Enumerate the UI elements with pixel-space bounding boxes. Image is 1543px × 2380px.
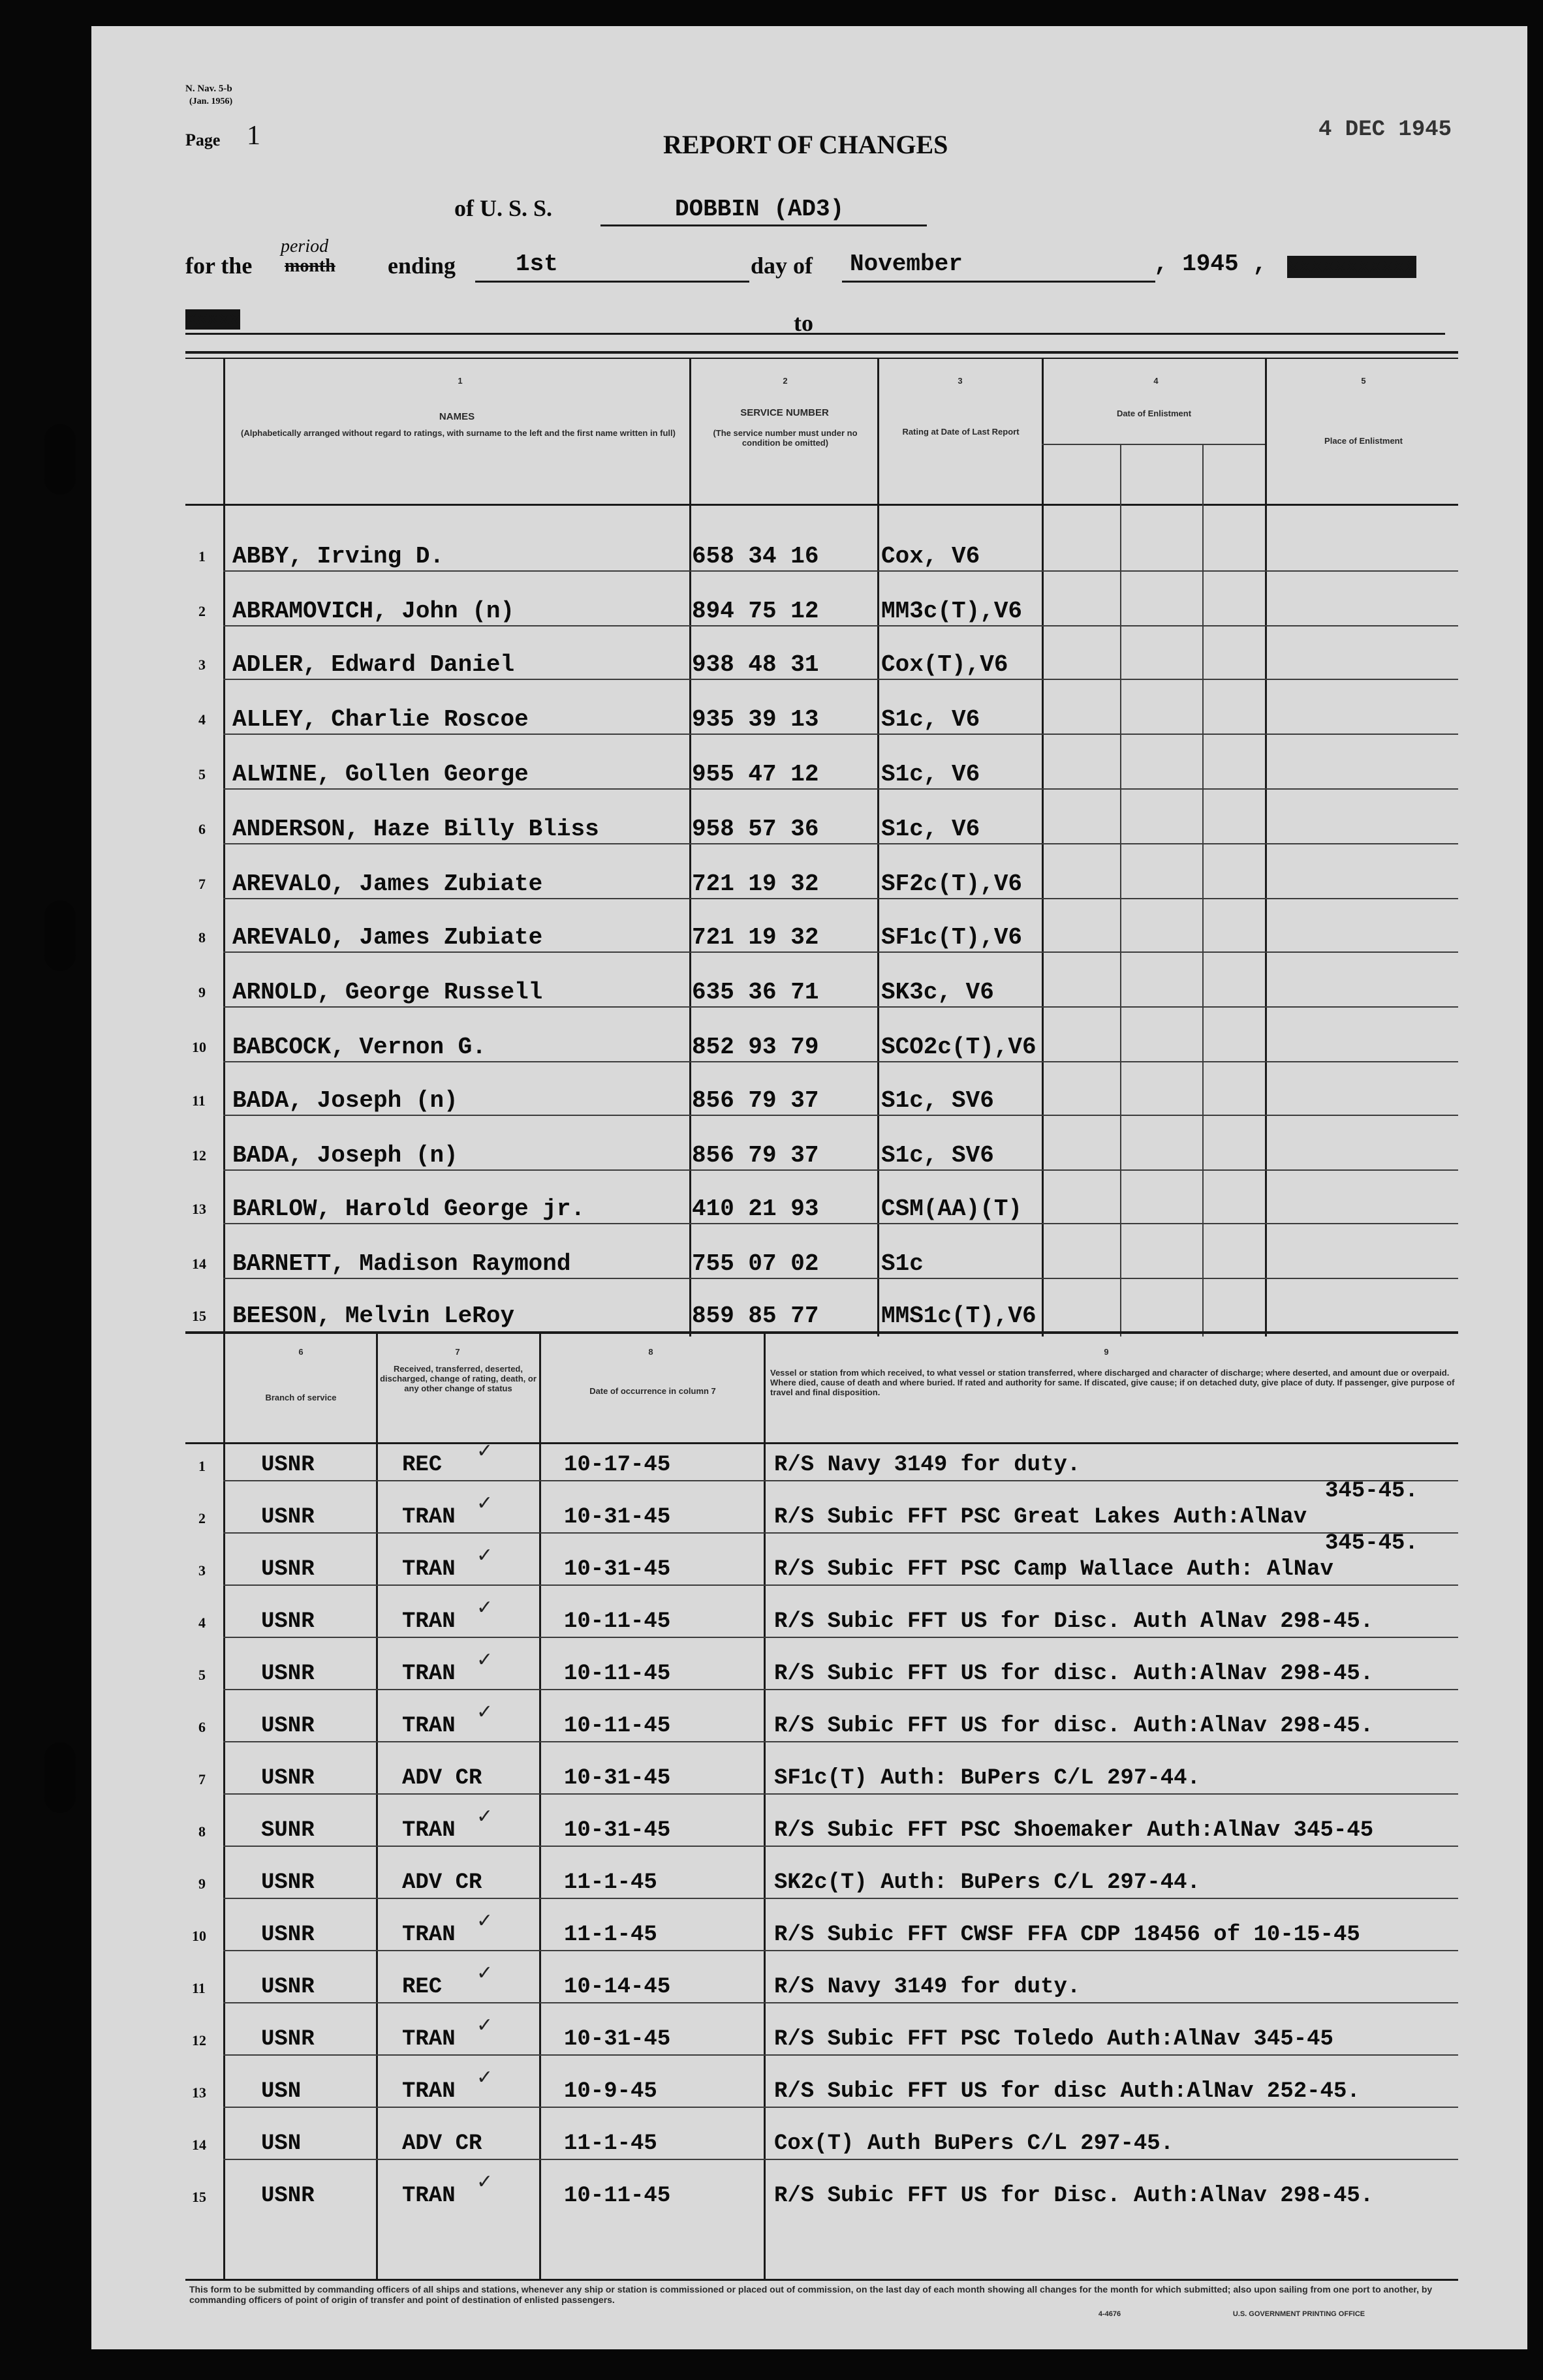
branch-cell: USN bbox=[261, 2079, 302, 2104]
col-7-number: 7 bbox=[455, 1347, 460, 1357]
occurrence-date-cell: 10-14-45 bbox=[564, 1975, 671, 2000]
check-mark-icon: ✓ bbox=[476, 1701, 493, 1723]
row-rule bbox=[223, 1006, 1458, 1008]
row-rule bbox=[223, 1169, 1458, 1171]
service-number-cell: 658 34 16 bbox=[692, 543, 819, 570]
name-cell: ALWINE, Gollen George bbox=[232, 761, 529, 788]
row-number: 11 bbox=[192, 1980, 206, 1996]
occurrence-date-cell: 10-11-45 bbox=[564, 2184, 671, 2208]
year-value: , 1945 , bbox=[1154, 251, 1267, 277]
row-number: 2 bbox=[198, 1510, 206, 1526]
row-number: 7 bbox=[198, 1771, 206, 1787]
row-rule bbox=[223, 570, 1458, 572]
service-number-cell: 935 39 13 bbox=[692, 706, 819, 733]
row-rule bbox=[223, 1793, 1458, 1795]
occurrence-date-cell: 11-1-45 bbox=[564, 1923, 657, 1947]
ship-name: DOBBIN (AD3) bbox=[675, 196, 845, 223]
remarks-cell: R/S Subic FFT US for Disc. Auth AlNav 298-45. bbox=[774, 1609, 1374, 1634]
col-header-change: Received, transferred, deserted, discharged, change of rating, death, or any other change of status bbox=[380, 1364, 537, 1393]
lower-table-bottom-border bbox=[185, 2279, 1458, 2281]
remarks-cell: R/S Subic FFT CWSF FFA CDP 18456 of 10-15-45 bbox=[774, 1923, 1360, 1947]
row-number: 9 bbox=[198, 1876, 206, 1892]
col-6-number: 6 bbox=[298, 1347, 304, 1357]
col-header-enlist-date: Date of Enlistment bbox=[1116, 409, 1192, 418]
change-cell: ADV CR bbox=[402, 1870, 482, 1895]
header-bottom-rule bbox=[185, 504, 1458, 506]
rating-cell: MMS1c(T),V6 bbox=[881, 1303, 1036, 1329]
remarks-cell: R/S Subic FFT US for Disc. Auth:AlNav 298-45. bbox=[774, 2184, 1374, 2208]
check-mark-icon: ✓ bbox=[476, 1909, 493, 1932]
struck-from: xxxxx bbox=[185, 309, 241, 330]
row-number-rule bbox=[223, 1334, 225, 2280]
month-struck: month bbox=[285, 256, 335, 276]
struck-text: xxxxxxxxxxx bbox=[1287, 256, 1417, 278]
occurrence-date-cell: 10-31-45 bbox=[564, 1505, 671, 1530]
occurrence-date-cell: 10-17-45 bbox=[564, 1453, 671, 1477]
service-number-cell: 894 75 12 bbox=[692, 598, 819, 625]
row-number: 5 bbox=[198, 766, 206, 782]
row-number: 4 bbox=[198, 1615, 206, 1631]
check-mark-icon: ✓ bbox=[476, 2171, 493, 2193]
service-number-cell: 955 47 12 bbox=[692, 761, 819, 788]
enlist-subrule bbox=[1202, 444, 1204, 1337]
occurrence-date-cell: 10-11-45 bbox=[564, 1661, 671, 1686]
remarks-cell: Cox(T) Auth BuPers C/L 297-45. bbox=[774, 2131, 1174, 2156]
col-rule bbox=[877, 358, 879, 1337]
row-number: 6 bbox=[198, 821, 206, 837]
col-rule bbox=[1042, 358, 1044, 1337]
check-mark-icon: ✓ bbox=[476, 1962, 493, 1985]
footer-printer: U.S. GOVERNMENT PRINTING OFFICE bbox=[1232, 2310, 1365, 2318]
row-rule bbox=[223, 1584, 1458, 1586]
row-rule bbox=[223, 1480, 1458, 1481]
col-header-branch: Branch of service bbox=[265, 1393, 337, 1402]
row-rule bbox=[223, 1950, 1458, 1951]
check-mark-icon: ✓ bbox=[476, 1440, 493, 1462]
remarks-cell: SF1c(T) Auth: BuPers C/L 297-44. bbox=[774, 1766, 1200, 1791]
name-cell: ALLEY, Charlie Roscoe bbox=[232, 706, 529, 733]
row-number: 13 bbox=[192, 1201, 206, 1217]
change-cell: TRAN bbox=[402, 1661, 456, 1686]
col-rule bbox=[539, 1334, 541, 2280]
rating-cell: S1c, V6 bbox=[881, 706, 980, 733]
row-number: 11 bbox=[192, 1092, 206, 1109]
name-cell: BADA, Joseph (n) bbox=[232, 1087, 458, 1114]
remarks-cell: R/S Subic FFT US for disc. Auth:AlNav 298-45. bbox=[774, 1714, 1374, 1739]
rating-cell: SK3c, V6 bbox=[881, 979, 994, 1006]
day-of-label: day of bbox=[751, 253, 813, 279]
row-rule bbox=[223, 625, 1458, 626]
name-cell: BARNETT, Madison Raymond bbox=[232, 1250, 571, 1277]
branch-cell: USNR bbox=[261, 1661, 315, 1686]
service-number-cell: 635 36 71 bbox=[692, 979, 819, 1006]
rating-cell: SCO2c(T),V6 bbox=[881, 1034, 1036, 1060]
remarks-cell: R/S Subic FFT US for disc Auth:AlNav 252-45. bbox=[774, 2079, 1360, 2104]
of-uss-label: of U. S. S. bbox=[454, 195, 553, 221]
service-number-cell: 410 21 93 bbox=[692, 1196, 819, 1222]
row-rule bbox=[223, 1898, 1458, 1899]
change-cell: TRAN bbox=[402, 1609, 456, 1634]
col-header-service-note: (The service number must under no condition be omitted) bbox=[713, 428, 858, 448]
row-number: 4 bbox=[198, 711, 206, 728]
col-2-number: 2 bbox=[783, 376, 788, 386]
col-8-number: 8 bbox=[648, 1347, 653, 1357]
row-number: 5 bbox=[198, 1667, 206, 1683]
branch-cell: USNR bbox=[261, 1766, 315, 1791]
col-header-rating: Rating at Date of Last Report bbox=[902, 427, 1020, 437]
service-number-cell: 852 93 79 bbox=[692, 1034, 819, 1060]
row-rule bbox=[223, 1115, 1458, 1116]
rating-cell: S1c, SV6 bbox=[881, 1142, 994, 1169]
row-number: 14 bbox=[192, 1256, 206, 1272]
change-cell: TRAN bbox=[402, 2184, 456, 2208]
table-top-border bbox=[185, 351, 1458, 354]
occurrence-date-cell: 10-11-45 bbox=[564, 1609, 671, 1634]
name-cell: AREVALO, James Zubiate bbox=[232, 924, 543, 951]
branch-cell: USNR bbox=[261, 1714, 315, 1739]
row-number: 13 bbox=[192, 2084, 206, 2101]
row-number: 9 bbox=[198, 984, 206, 1000]
branch-cell: SUNR bbox=[261, 1818, 315, 1843]
branch-cell: USNR bbox=[261, 1453, 315, 1477]
branch-cell: USNR bbox=[261, 1609, 315, 1634]
rating-cell: CSM(AA)(T) bbox=[881, 1196, 1023, 1222]
row-rule bbox=[223, 1278, 1458, 1279]
row-rule bbox=[223, 843, 1458, 844]
occurrence-date-cell: 11-1-45 bbox=[564, 2131, 657, 2156]
occurrence-date-cell: 10-31-45 bbox=[564, 1766, 671, 1791]
page-number: 1 bbox=[247, 121, 260, 151]
remarks-cell: R/S Navy 3149 for duty. bbox=[774, 1453, 1081, 1477]
row-rule bbox=[223, 2107, 1458, 2108]
row-rule bbox=[223, 2054, 1458, 2056]
branch-cell: USNR bbox=[261, 2184, 315, 2208]
row-rule bbox=[223, 1846, 1458, 1847]
change-cell: REC bbox=[402, 1453, 443, 1477]
name-cell: ANDERSON, Haze Billy Bliss bbox=[232, 816, 599, 842]
col-rule bbox=[1265, 358, 1267, 1337]
col-4-number: 4 bbox=[1153, 376, 1159, 386]
service-number-cell: 755 07 02 bbox=[692, 1250, 819, 1277]
col-9-number: 9 bbox=[1104, 1347, 1109, 1357]
row-rule bbox=[223, 1741, 1458, 1742]
branch-cell: USNR bbox=[261, 1870, 315, 1895]
col-header-remarks: Vessel or station from which received, to what vessel or station transferred, where discharged and character of discharge; where deserted, and amount due or overpaid. Where died, cause of death and where buried. If rated and authority for same. If discated, give cause; if on detached duty, give place of duty. If passenger, give purpose of travel and final disposition. bbox=[770, 1368, 1455, 1397]
row-rule bbox=[223, 788, 1458, 790]
row-number: 1 bbox=[198, 548, 206, 564]
change-cell: TRAN bbox=[402, 2027, 456, 2052]
enlist-subrule bbox=[1120, 444, 1121, 1337]
col-rule bbox=[376, 1334, 378, 2280]
check-mark-icon: ✓ bbox=[476, 1648, 493, 1671]
branch-cell: USNR bbox=[261, 1505, 315, 1530]
row-rule bbox=[223, 1689, 1458, 1690]
row-rule bbox=[223, 2002, 1458, 2003]
form-edition: (Jan. 1956) bbox=[189, 97, 233, 106]
col-3-number: 3 bbox=[958, 376, 963, 386]
occurrence-date-cell: 10-31-45 bbox=[564, 1557, 671, 1582]
col-header-enlist-place: Place of Enlistment bbox=[1324, 436, 1403, 446]
remarks-cell: R/S Subic FFT PSC Camp Wallace Auth: AlNav bbox=[774, 1557, 1333, 1582]
remarks-continuation: 345-45. bbox=[1325, 1479, 1418, 1504]
col-rule bbox=[764, 1334, 766, 2280]
row-rule bbox=[223, 2159, 1458, 2160]
check-mark-icon: ✓ bbox=[476, 2066, 493, 2089]
row-rule bbox=[223, 951, 1458, 953]
row-number: 14 bbox=[192, 2137, 206, 2153]
ending-label: ending bbox=[388, 253, 456, 279]
service-number-cell: 856 79 37 bbox=[692, 1142, 819, 1169]
check-mark-icon: ✓ bbox=[476, 1492, 493, 1515]
remarks-continuation: 345-45. bbox=[1325, 1531, 1418, 1556]
change-cell: TRAN bbox=[402, 2079, 456, 2104]
rating-cell: S1c bbox=[881, 1250, 924, 1277]
page-title: REPORT OF CHANGES bbox=[663, 130, 948, 159]
service-number-cell: 958 57 36 bbox=[692, 816, 819, 842]
row-number: 12 bbox=[192, 1147, 206, 1164]
row-number: 8 bbox=[198, 929, 206, 946]
change-cell: ADV CR bbox=[402, 2131, 482, 2156]
row-rule bbox=[223, 1223, 1458, 1224]
to-rule bbox=[185, 333, 1445, 335]
row-rule bbox=[223, 1532, 1458, 1534]
name-cell: BARLOW, Harold George jr. bbox=[232, 1196, 585, 1222]
branch-cell: USN bbox=[261, 2131, 302, 2156]
to-label: to bbox=[794, 310, 813, 336]
row-number-rule bbox=[223, 358, 225, 1337]
enlist-subrule bbox=[1042, 444, 1265, 445]
branch-cell: USNR bbox=[261, 1557, 315, 1582]
name-cell: ARNOLD, George Russell bbox=[232, 979, 543, 1006]
check-mark-icon: ✓ bbox=[476, 1805, 493, 1828]
row-number: 1 bbox=[198, 1458, 206, 1474]
footer-instructions: This form to be submitted by commanding officers of all ships and stations, whenever any ship or station is commissioned or placed out of commission, on the last day of each month showing all changes for the month for which submitted; also upon sailing from one port to another, by commanding officers of point of origin of transfer and point of destination of enlisted passengers. bbox=[189, 2284, 1433, 2305]
row-number: 15 bbox=[192, 1308, 206, 1324]
col-header-occurrence-date: Date of occurrence in column 7 bbox=[589, 1386, 716, 1396]
remarks-cell: R/S Subic FFT PSC Shoemaker Auth:AlNav 345-45 bbox=[774, 1818, 1374, 1843]
row-number: 10 bbox=[192, 1928, 206, 1944]
row-number: 12 bbox=[192, 2032, 206, 2048]
name-cell: BADA, Joseph (n) bbox=[232, 1142, 458, 1169]
change-cell: TRAN bbox=[402, 1557, 456, 1582]
name-cell: BEESON, Melvin LeRoy bbox=[232, 1303, 515, 1329]
change-cell: ADV CR bbox=[402, 1766, 482, 1791]
col-5-number: 5 bbox=[1361, 376, 1366, 386]
row-rule bbox=[223, 1637, 1458, 1638]
month-rule bbox=[842, 281, 1155, 283]
day-rule bbox=[475, 281, 749, 283]
table-top-border bbox=[185, 358, 1458, 359]
rating-cell: MM3c(T),V6 bbox=[881, 598, 1023, 625]
change-cell: REC bbox=[402, 1975, 443, 2000]
form-page bbox=[91, 26, 1527, 2349]
name-cell: ADLER, Edward Daniel bbox=[232, 651, 515, 678]
month-value: November bbox=[850, 251, 963, 277]
row-number: 2 bbox=[198, 603, 206, 619]
rating-cell: S1c, V6 bbox=[881, 761, 980, 788]
check-mark-icon: ✓ bbox=[476, 1596, 493, 1619]
service-number-cell: 938 48 31 bbox=[692, 651, 819, 678]
row-rule bbox=[223, 1061, 1458, 1062]
remarks-cell: R/S Navy 3149 for duty. bbox=[774, 1975, 1081, 2000]
check-mark-icon: ✓ bbox=[476, 2014, 493, 2037]
occurrence-date-cell: 10-31-45 bbox=[564, 2027, 671, 2052]
footer-code: 4-4676 bbox=[1098, 2310, 1121, 2318]
row-number: 8 bbox=[198, 1823, 206, 1840]
service-number-cell: 859 85 77 bbox=[692, 1303, 819, 1329]
occurrence-date-cell: 10-9-45 bbox=[564, 2079, 657, 2104]
name-cell: ABBY, Irving D. bbox=[232, 543, 444, 570]
remarks-cell: R/S Subic FFT US for disc. Auth:AlNav 298-45. bbox=[774, 1661, 1374, 1686]
branch-cell: USNR bbox=[261, 2027, 315, 2052]
name-cell: AREVALO, James Zubiate bbox=[232, 871, 543, 897]
for-the-label: for the bbox=[185, 253, 253, 279]
col-header-names-note: (Alphabetically arranged without regard to ratings, with surname to the left and the first name written in full) bbox=[241, 428, 676, 438]
branch-cell: USNR bbox=[261, 1923, 315, 1947]
rating-cell: SF2c(T),V6 bbox=[881, 871, 1023, 897]
binder-clip bbox=[44, 424, 76, 495]
col-header-service-number: SERVICE NUMBER bbox=[740, 407, 829, 418]
col-rule bbox=[689, 358, 691, 1337]
binder-clip bbox=[44, 1742, 76, 1813]
remarks-cell: R/S Subic FFT PSC Toledo Auth:AlNav 345-45 bbox=[774, 2027, 1333, 2052]
day-value: 1st bbox=[516, 251, 558, 277]
rating-cell: S1c, SV6 bbox=[881, 1087, 994, 1114]
branch-cell: USNR bbox=[261, 1975, 315, 2000]
row-rule bbox=[223, 898, 1458, 899]
occurrence-date-cell: 10-31-45 bbox=[564, 1818, 671, 1843]
row-number: 3 bbox=[198, 1562, 206, 1579]
name-cell: ABRAMOVICH, John (n) bbox=[232, 598, 515, 625]
change-cell: TRAN bbox=[402, 1923, 456, 1947]
row-number: 7 bbox=[198, 876, 206, 892]
row-number: 3 bbox=[198, 657, 206, 673]
rating-cell: Cox, V6 bbox=[881, 543, 980, 570]
rating-cell: S1c, V6 bbox=[881, 816, 980, 842]
change-cell: TRAN bbox=[402, 1505, 456, 1530]
rating-cell: Cox(T),V6 bbox=[881, 651, 1008, 678]
row-number: 10 bbox=[192, 1039, 206, 1055]
period-inserted: period bbox=[281, 236, 329, 256]
service-number-cell: 721 19 32 bbox=[692, 924, 819, 951]
change-cell: TRAN bbox=[402, 1818, 456, 1843]
occurrence-date-cell: 10-11-45 bbox=[564, 1714, 671, 1739]
change-cell: TRAN bbox=[402, 1714, 456, 1739]
occurrence-date-cell: 11-1-45 bbox=[564, 1870, 657, 1895]
service-number-cell: 856 79 37 bbox=[692, 1087, 819, 1114]
check-mark-icon: ✓ bbox=[476, 1544, 493, 1567]
row-number: 6 bbox=[198, 1719, 206, 1735]
col-1-number: 1 bbox=[458, 376, 463, 386]
binder-clip bbox=[44, 901, 76, 971]
ship-rule bbox=[600, 224, 927, 226]
row-rule bbox=[223, 679, 1458, 680]
row-rule bbox=[223, 734, 1458, 735]
remarks-cell: SK2c(T) Auth: BuPers C/L 297-44. bbox=[774, 1870, 1200, 1895]
service-number-cell: 721 19 32 bbox=[692, 871, 819, 897]
remarks-cell: R/S Subic FFT PSC Great Lakes Auth:AlNav bbox=[774, 1505, 1307, 1530]
received-date-stamp: 4 DEC 1945 bbox=[1318, 117, 1452, 142]
col-header-names: NAMES bbox=[439, 411, 475, 422]
name-cell: BABCOCK, Vernon G. bbox=[232, 1034, 486, 1060]
row-number: 15 bbox=[192, 2189, 206, 2205]
page-label: Page bbox=[185, 131, 221, 149]
rating-cell: SF1c(T),V6 bbox=[881, 924, 1023, 951]
form-id: N. Nav. 5-b bbox=[185, 84, 232, 94]
